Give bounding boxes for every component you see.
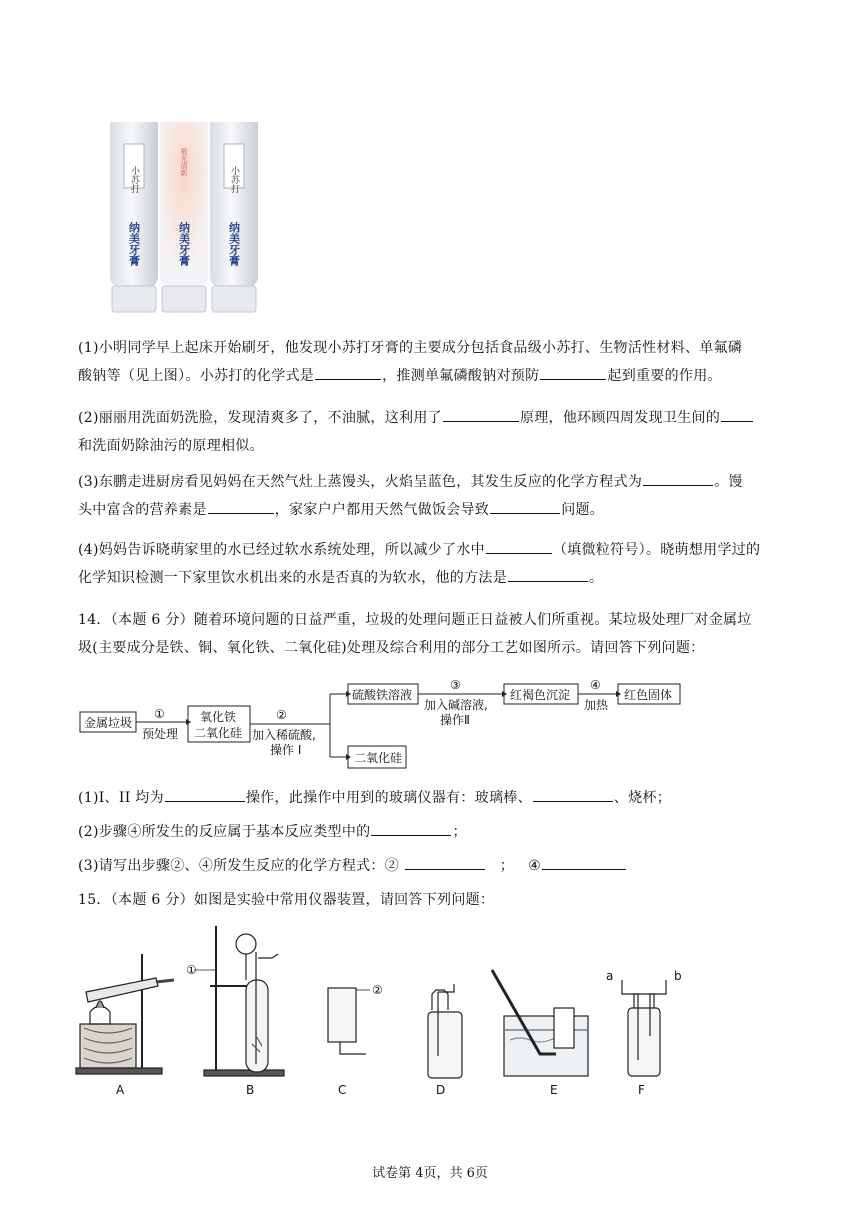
apparatus-a bbox=[76, 954, 174, 1074]
q13-part2: (2)丽丽用洗面奶洗脸，发现清爽多了，不油腻，这利用了 原理，他环顾四周发现卫生间的 和洗面奶除油污的原理相似。 bbox=[78, 404, 778, 460]
flow-step4-num: ④ bbox=[590, 678, 601, 692]
tube-2-label: 极光清新 bbox=[180, 148, 188, 176]
flow-step4-label: 加热 bbox=[584, 698, 609, 712]
page-footer: 试卷第 4页，共 6页 bbox=[372, 1166, 488, 1181]
label-b: B bbox=[246, 1083, 255, 1097]
q14-sub3: (3)请写出步骤②、④所发生反应的化学方程式：② ； ④ bbox=[78, 852, 778, 880]
answer-blank[interactable] bbox=[165, 787, 245, 802]
answer-blank[interactable] bbox=[721, 407, 753, 422]
answer-blank[interactable] bbox=[443, 407, 519, 422]
tube-1-label: 小苏打 bbox=[129, 166, 139, 193]
apparatus-c bbox=[328, 988, 370, 1054]
flow-step3-num: ③ bbox=[450, 678, 461, 692]
tube-1 bbox=[110, 122, 158, 312]
flow-box1-text: 金属垃圾 bbox=[84, 716, 133, 730]
label-c: C bbox=[338, 1083, 347, 1097]
process-flowchart bbox=[78, 676, 688, 776]
flow-step1-label: 预处理 bbox=[142, 727, 179, 741]
answer-blank[interactable] bbox=[486, 539, 552, 554]
label-port-a: a bbox=[606, 969, 614, 983]
flow-box6-text: 二氧化硅 bbox=[354, 751, 403, 765]
flow-box5-text: 红色固体 bbox=[624, 688, 673, 702]
q13-part4: (4)妈妈告诉晓萌家里的水已经过软水系统处理，所以减少了水中 （填微粒符号）。晓萌想用学过的 化学知识检测一下家里饮水机出来的水是否真的为软水，他的方法是 。 bbox=[78, 536, 778, 592]
answer-blank[interactable] bbox=[405, 855, 485, 870]
flow-step3-line2: 操作Ⅱ bbox=[440, 713, 470, 727]
label-d: D bbox=[436, 1083, 446, 1097]
q15-intro: 15．（本题 6 分）如图是实验中常用仪器装置，请回答下列问题： bbox=[78, 892, 495, 908]
label-mark-1: ① bbox=[186, 963, 197, 977]
flow-step2-line2: 操作 I bbox=[270, 743, 302, 757]
q13-part3: (3)东鹏走进厨房看见妈妈在天然气灶上蒸馒头，火焰呈蓝色，其发生反应的化学方程式为 。馒 头中富含的营养素是 ，家家户户都用天然气做饭会导致 问题。 bbox=[78, 468, 778, 524]
answer-blank[interactable] bbox=[490, 499, 560, 514]
answer-blank[interactable] bbox=[208, 499, 274, 514]
flow-box2-line1: 氧化铁 bbox=[200, 710, 237, 724]
q14-sub2: (2)步骤④所发生的反应属于基本反应类型中的 ； bbox=[78, 818, 778, 846]
q13-part1: (1)小明同学早上起床开始刷牙，他发现小苏打牙膏的主要成分包括食品级小苏打、生物活性材料、单氟磷 酸钠等（见上图）。小苏打的化学式是 ，推测单氟磷酸钠对预防 起到重要的作用。 bbox=[78, 340, 743, 384]
answer-blank[interactable] bbox=[643, 471, 713, 486]
apparatus-b bbox=[194, 926, 284, 1076]
label-port-b: b bbox=[674, 969, 682, 983]
label-e: E bbox=[550, 1083, 558, 1097]
answer-blank[interactable] bbox=[315, 365, 381, 380]
apparatus-figure bbox=[70, 924, 710, 1104]
tube-3 bbox=[210, 122, 258, 312]
flow-box3-text: 硫酸铁溶液 bbox=[352, 688, 413, 702]
apparatus-e bbox=[492, 970, 588, 1076]
tube-3-label: 小苏打 bbox=[229, 166, 239, 193]
label-mark-2: ② bbox=[372, 983, 383, 997]
label-a: A bbox=[116, 1083, 125, 1097]
answer-blank[interactable] bbox=[533, 787, 613, 802]
answer-blank[interactable] bbox=[508, 567, 588, 582]
q14-sub1: (1)I、II 均为 操作，此操作中用到的玻璃仪器有：玻璃棒、 、烧杯； bbox=[78, 784, 778, 812]
flow-step3-line1: 加入碱溶液, bbox=[424, 698, 488, 712]
flow-step1-num: ① bbox=[154, 707, 165, 721]
answer-blank[interactable] bbox=[371, 821, 451, 836]
flow-step2-num: ② bbox=[276, 708, 287, 722]
apparatus-f bbox=[622, 980, 666, 1076]
label-f: F bbox=[638, 1083, 645, 1097]
tube-2 bbox=[160, 122, 208, 312]
flow-box2-line2: 二氧化硅 bbox=[194, 726, 243, 740]
flow-step2-line1: 加入稀硫酸, bbox=[252, 728, 316, 742]
q14-intro: 14．（本题 6 分）随着环境问题的日益严重，垃圾的处理问题正日益被人们所重视。某垃圾处理厂对金属垃 圾(主要成分是铁、铜、氧化铁、二氧化硅)处理及综合利用的部分工艺如图所示。请回答下列问题： bbox=[78, 612, 752, 656]
tube-1-brand: 纳美牙膏 bbox=[127, 222, 141, 266]
tube-3-brand: 纳美牙膏 bbox=[227, 222, 241, 266]
apparatus-d bbox=[428, 984, 462, 1078]
flow-box4-text: 红褐色沉淀 bbox=[510, 688, 571, 702]
answer-blank[interactable] bbox=[540, 365, 606, 380]
tube-2-brand: 纳美牙膏 bbox=[177, 222, 191, 266]
answer-blank[interactable] bbox=[542, 855, 626, 870]
toothpaste-image bbox=[108, 118, 260, 314]
